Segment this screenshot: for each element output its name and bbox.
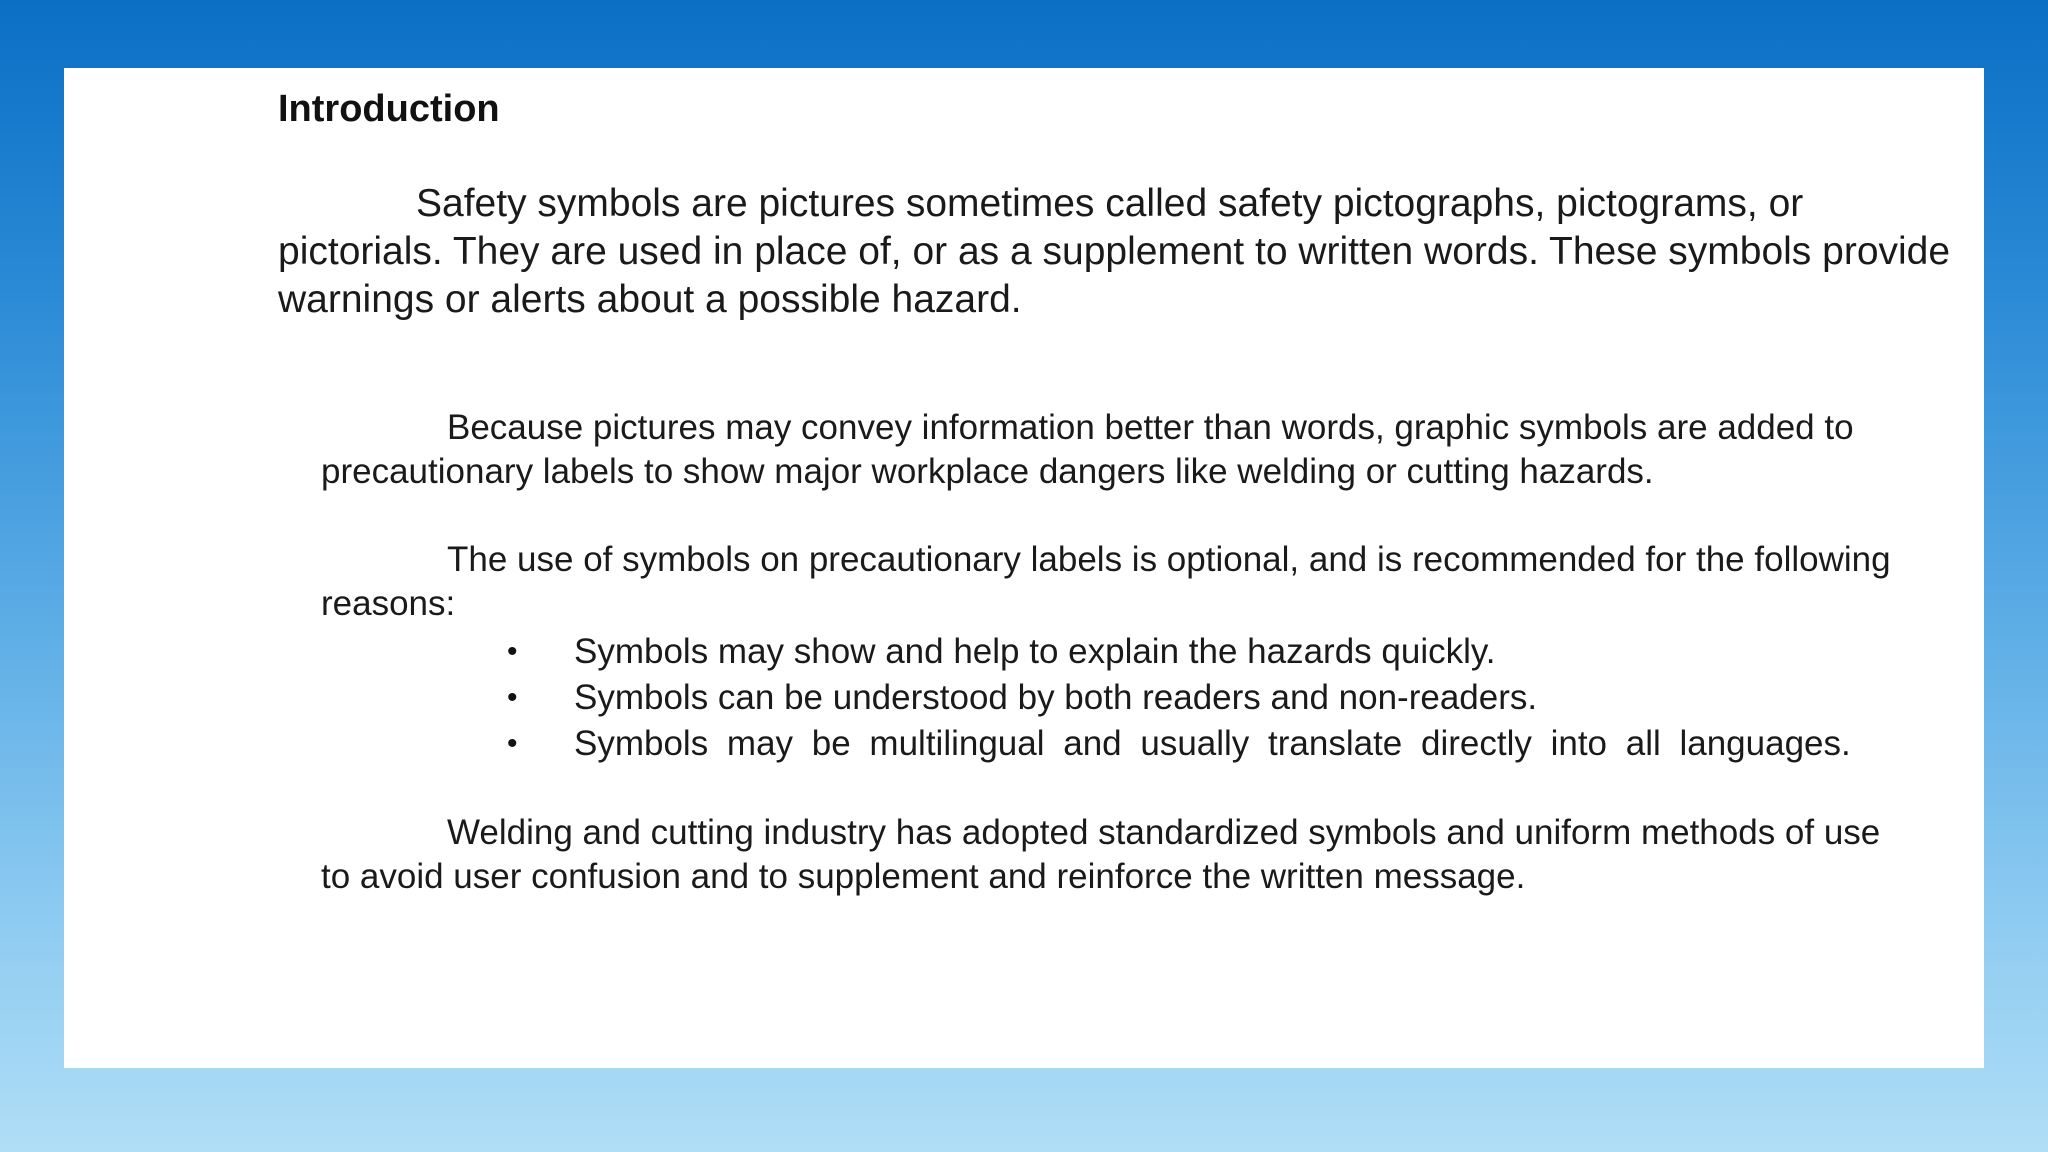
list-item-text: Symbols may show and help to explain the hazards quickly.	[574, 632, 1496, 671]
optional-use-paragraph: The use of symbols on precautionary labels is optional, and is recommended for the following reasons:	[321, 540, 1891, 623]
list-item	[321, 675, 1911, 721]
slide-panel	[64, 68, 1984, 1068]
reasons-list	[321, 629, 1911, 767]
bullet-icon: •	[507, 681, 518, 714]
bullet-icon: •	[507, 727, 518, 760]
page-title: Introduction	[278, 88, 500, 130]
list-item	[321, 629, 1911, 675]
document-page-bottom	[321, 406, 1911, 899]
list-item-text: Symbols may be multilingual and usually translate directly into all languages.	[574, 724, 1851, 763]
list-item-text: Symbols can be understood by both readers and non-readers.	[574, 678, 1538, 717]
list-item	[321, 721, 1911, 767]
paragraph-spacer	[321, 494, 1911, 538]
pictures-paragraph: Because pictures may convey information better than words, graphic symbols are added to precautionary labels to show major workplace dangers like welding or cutting hazards.	[321, 408, 1854, 491]
industry-paragraph: Welding and cutting industry has adopted standardized symbols and uniform methods of use to avoid user confusion and to supplement and reinforce the written message.	[321, 813, 1881, 896]
intro-paragraph: Safety symbols are pictures sometimes called safety pictographs, pictograms, or pictorials. They are used in place of, or as a supplement to written words. These symbols provide warnings or alerts about a possible hazard.	[278, 182, 1951, 321]
bullet-icon: •	[507, 635, 518, 668]
paragraph-spacer	[321, 767, 1911, 811]
